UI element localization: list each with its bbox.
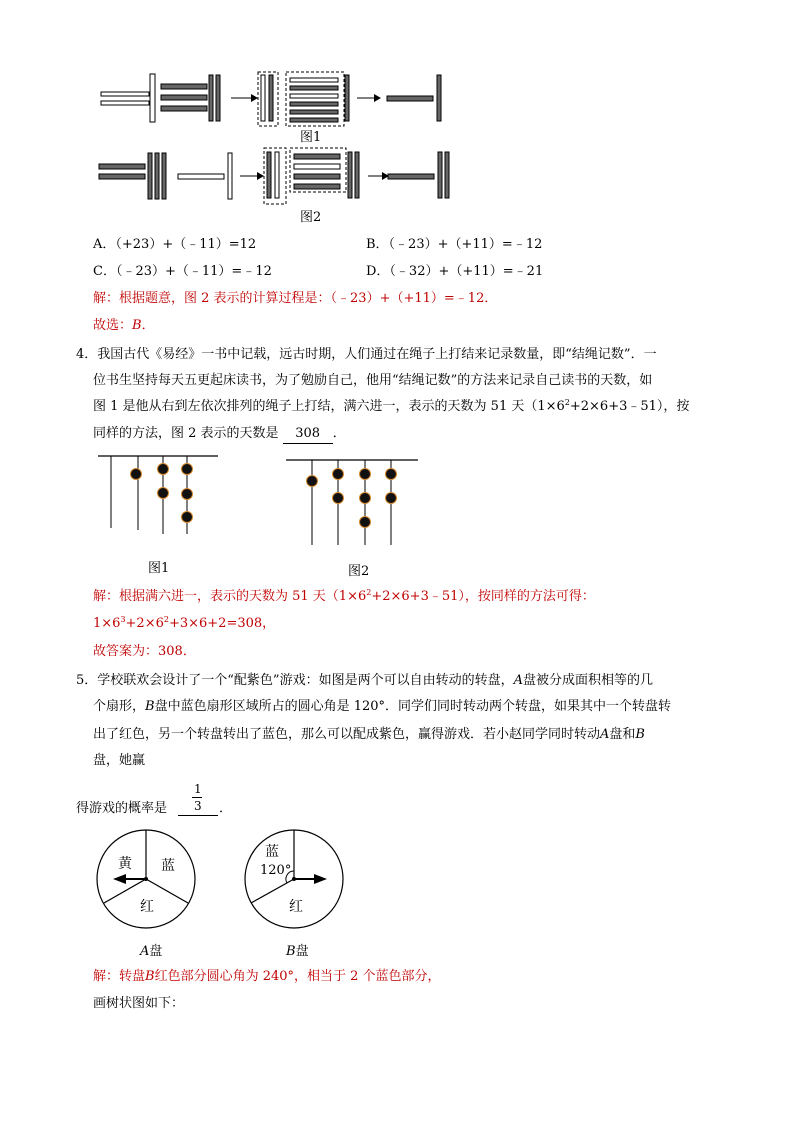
- spinner-b-caption-it: B: [286, 944, 296, 959]
- q3-answer-prefix: 故选：: [93, 318, 133, 333]
- q4-sol1-b: +2×6+3﹣51），按同样的方法可得：: [371, 589, 595, 604]
- q3-option-c: C．（﹣23）+（﹣11）=﹣12: [93, 264, 272, 279]
- q5-line2-it: B: [145, 699, 155, 714]
- q3-answer-letter: B: [132, 318, 142, 333]
- q4-sol1-exp: 2: [366, 588, 372, 597]
- fig1-caption: 图1: [300, 130, 322, 145]
- q4-line4-b: ．: [332, 426, 346, 441]
- q3-option-d: D．（﹣32）+（+11）=﹣21: [366, 264, 544, 279]
- q3-option-b: B．（﹣23）+（+11）=﹣12: [366, 237, 543, 252]
- q5-line1-b: 盘被分成面积相等的几: [522, 673, 653, 688]
- spinner-a-caption-it: A: [140, 944, 150, 959]
- spinner-a-red: 红: [140, 899, 154, 915]
- q5-line4: 盘，她赢: [93, 753, 146, 768]
- q4-fig1-caption: 图1: [148, 561, 170, 576]
- q4-sol2-b: +2×6: [125, 616, 164, 631]
- q5-line2-b: 盘中蓝色扇形区域所占的圆心角是 120°．同学们同时转动两个转盘，如果其中一个转盘转: [154, 699, 672, 714]
- spinner-b-angle: 120°: [260, 863, 292, 878]
- q3-option-a: A．（+23）+（﹣11）=12: [93, 237, 257, 252]
- q4-answer-blank: 308: [283, 425, 333, 444]
- q3-answer-suffix: ．: [141, 318, 155, 333]
- spinner-a-blue: 蓝: [161, 858, 175, 874]
- q5-line5-text: 得游戏的概率是: [76, 801, 168, 816]
- spinner-a-caption-text: 盘: [149, 944, 163, 959]
- q4-line4-a: 同样的方法，图 2 表示的天数是: [93, 426, 279, 441]
- q5-line5-end: ．: [219, 801, 233, 816]
- q5-frac-den: 3: [194, 799, 202, 813]
- q5-line3-a: 出了红色，另一个转盘转出了蓝色，那么可以配成紫色，赢得游戏．若小赵同学同时转动: [93, 727, 601, 742]
- q4-line3-exp: 2: [564, 398, 570, 407]
- q3-solution: 解：根据题意，图 2 表示的计算过程是：（﹣23）+（+11）=﹣12．: [93, 291, 498, 306]
- q5-sol1-a: 解：转盘: [93, 969, 146, 984]
- q4-line3-b: +2×6+3﹣51），按: [569, 399, 690, 414]
- q4-fig2-caption: 图2: [348, 564, 370, 579]
- fig2-caption: 图2: [300, 210, 322, 225]
- spinner-b-red: 红: [289, 899, 303, 915]
- q4-line3-a: 图 1 是他从右到左依次排列的绳子上打结，满六进一，表示的天数为 51 天（1×6: [93, 399, 565, 414]
- q4-sol2-exp1: 3: [120, 615, 126, 624]
- q5-line2-a: 个扇形，: [93, 699, 146, 714]
- q4-solution-line3: 故答案为：308．: [93, 644, 196, 659]
- q5-sol1-it: B: [145, 969, 155, 984]
- q5-line3-it2: B: [635, 727, 645, 742]
- q5-line1-a: 5．学校联欢会设计了一个“配紫色”游戏：如图是两个可以自由转动的转盘，: [76, 673, 514, 688]
- q5-solution-line1: [93, 968, 441, 986]
- q5-sol1-b: 红色部分圆心角为 240°，相当于 2 个蓝色部分，: [154, 969, 441, 984]
- q5-frac-num: 1: [194, 782, 202, 796]
- spinner-a-yellow: 黄: [118, 856, 132, 872]
- spinner-b-caption: [286, 943, 309, 961]
- spinner-b-blue: 蓝: [265, 844, 279, 860]
- q5-line3-mid: 盘和: [609, 727, 636, 742]
- q5-line3-it1: A: [600, 727, 610, 742]
- q5-line1-it: A: [513, 673, 523, 688]
- spinner-b-caption-text: 盘: [295, 944, 309, 959]
- q4-line2: 位书生坚持每天五更起床读书，为了勉励自己，他用“结绳记数”的方法来记录自己读书的天数，如: [93, 373, 653, 388]
- q4-sol2-exp2: 2: [163, 615, 169, 624]
- q4-sol2-c: +3×6+2=308，: [168, 616, 276, 631]
- q4-sol2-a: 1×6: [93, 616, 121, 631]
- q4-sol1-a: 解：根据满六进一，表示的天数为 51 天（1×6: [93, 589, 367, 604]
- q5-solution-line2: 画树状图如下：: [93, 996, 185, 1011]
- q4-line1: 4．我国古代《易经》一书中记载，远古时期，人们通过在绳子上打结来记录数量，即“结绳记数”．一: [76, 347, 657, 362]
